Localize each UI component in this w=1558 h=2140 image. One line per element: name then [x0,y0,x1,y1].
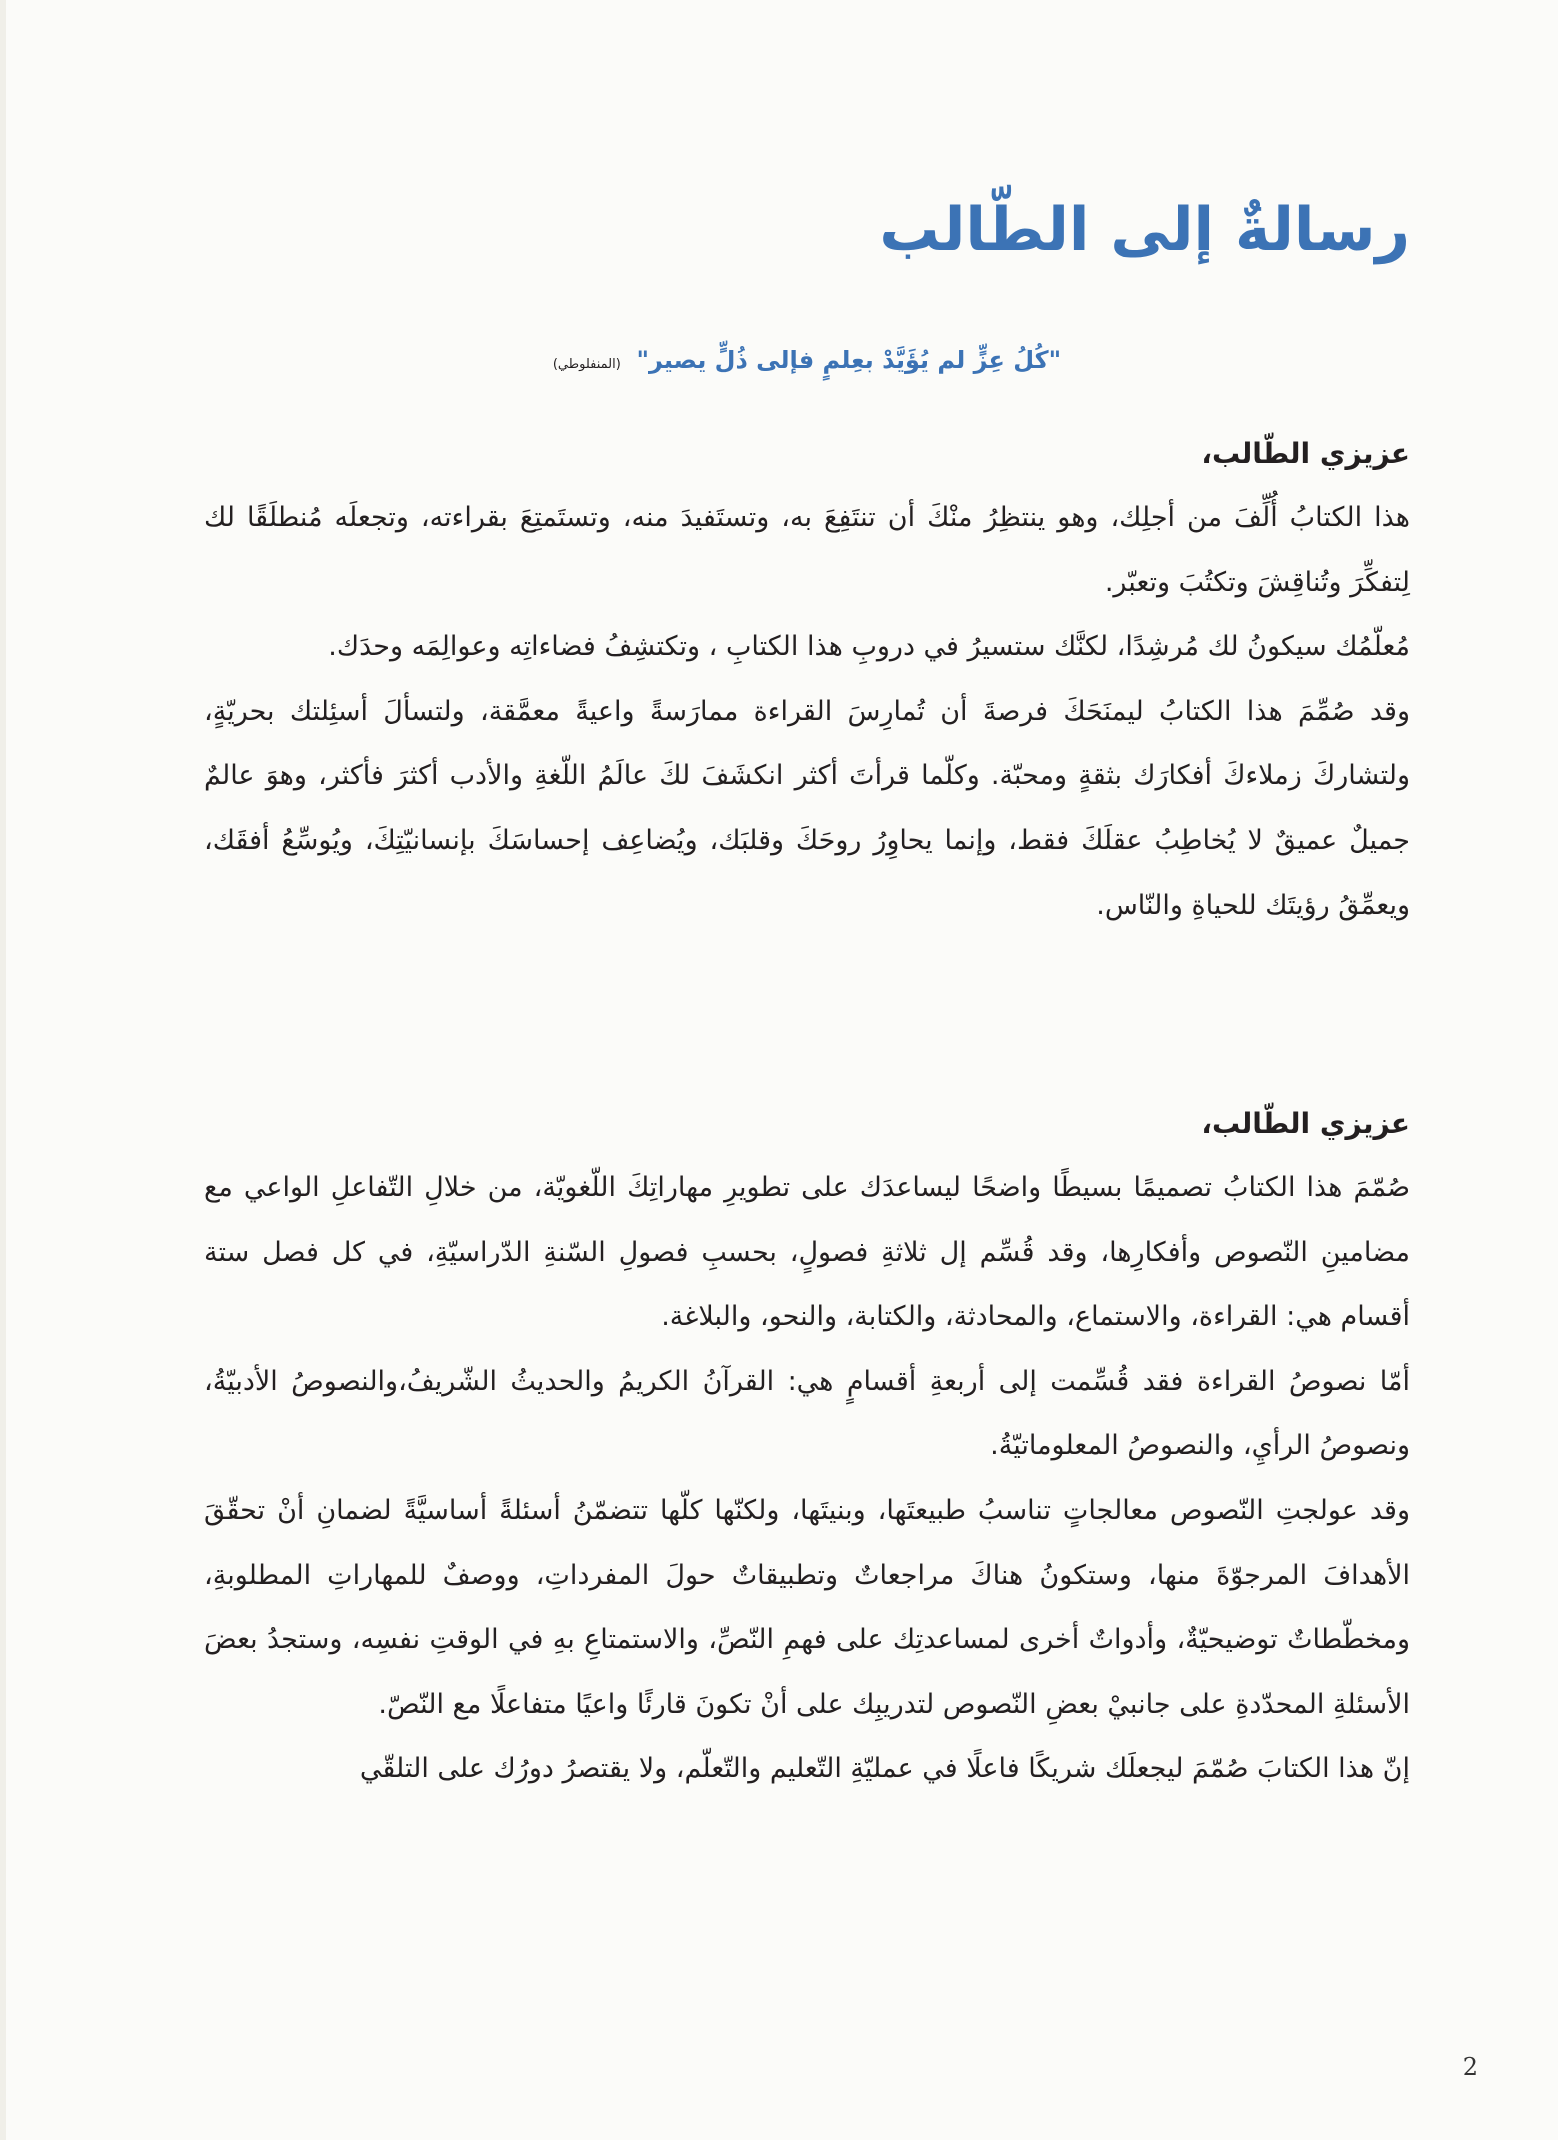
quote-text: "كُلُ عِزٍّ لم يُؤَيَّدْ بعِلمٍ فإلى ذُلٍّ يصير" [636,346,1062,374]
paragraph: أمّا نصوصُ القراءة فقد قُسِّمت إلى أربعةِ أقسامٍ هي: القرآنُ الكريمُ والحديثُ الشّريفُ،والنصوصُ الأدبيّةُ، ونصوصُ الرأيِ، والنصوصُ المعلوماتيّةُ. [204,1365,1410,1462]
paragraph: مُعلّمُك سيكونُ لك مُرشِدًا، لكنَّك ستسيرُ في دروبِ هذا الكتابِ ، وتكتشِفُ فضاءاتِه وعوالِمَه وحدَك. [328,631,1410,663]
epigraph-quote [204,340,1410,385]
paragraph: هذا الكتابُ أُلِّفَ من أجلِك، وهو ينتظِرُ منْكَ أن تنتَفِعَ به، وتستَفيدَ منه، وتستَمتِعَ بقراءته، وتجعلَه مُنطلَقًا لك لِتفكِّرَ وتُناقِشَ وتكتُبَ وتعبّر. [204,502,1410,598]
paragraph: وقد صُمِّمَ هذا الكتابُ ليمنَحَكَ فرصةَ أن تُمارِسَ القراءة ممارَسةً واعيةً معمَّقة، ولتسألَ أسئِلتك بحريّةٍ، ولتشاركَ زملاءكَ أفكارَك بثقةٍ ومحبّة. وكلّما قرأتَ أكثر انكشَفَ لكَ عالَمُ اللّغةِ والأدب أكثرَ فأكثر، وهوَ عالمٌ جميلٌ عميقٌ لا يُخاطِبُ عقلَكَ فقط، وإنما يحاوِرُ روحَكَ وقلبَك، ويُضاعِف إحساسَكَ بإنسانيّتِكَ، ويُوسِّعُ أفقَك، ويعمِّقُ رؤيتَك للحياةِ والنّاس. [204,695,1410,921]
paragraph: وقد عولجتِ النّصوص معالجاتٍ تناسبُ طبيعتَها، وبنيتَها، ولكنّها كلّها تتضمّنُ أسئلةً أساسيَّةً لضمانِ أنْ تحقّقَ الأهدافَ المرجوّةَ منها، وستكونُ هناكَ مراجعاتٌ وتطبيقاتٌ حولَ المفرداتِ، ووصفٌ للمهاراتِ المطلوبةِ، ومخطّطاتٌ توضيحيّةٌ، وأدواتٌ أخرى لمساعدتِك على فهمِ النّصِّ، والاستمتاعِ بهِ في الوقتِ نفسِه، وستجدُ بعضَ الأسئلةِ المحدّدةِ على جانبيْ بعضِ النّصوص لتدريبِك على أنْ تكونَ قارئًا واعيًا متفاعلًا مع النّصّ. [204,1494,1410,1720]
greeting-heading: عزيزي الطّالب، [1201,437,1410,470]
page-title: رسالةٌ إلى الطّالب [879,195,1410,265]
paragraph: إنّ هذا الكتابَ صُمّمَ ليجعلَك شريكًا فاعلًا في عمليّةِ التّعليم والتّعلّم، ولا يقتصرُ دورُك على التلقّي [359,1753,1410,1785]
letter-section-1 [204,422,1410,938]
quote-author: (المنفلوطي) [552,357,621,372]
paragraph: صُمّمَ هذا الكتابُ تصميمًا بسيطًا واضحًا ليساعدَك على تطويرِ مهاراتِكَ اللّغويّة، من خلالِ التّفاعلِ الواعي مع مضامينِ النّصوص وأفكارِها، وقد قُسِّم إل ثلاثةِ فصولٍ، بحسبِ فصولِ السّنةِ الدّراسيّةِ، في كل فصل ستة أقسام هي: القراءة، والاستماع، والمحادثة، والكتابة، والنحو، والبلاغة. [204,1172,1410,1333]
page-number: 2 [1462,2053,1478,2081]
greeting-heading: عزيزي الطّالب، [1201,1107,1410,1140]
letter-section-2 [204,1092,1410,1802]
